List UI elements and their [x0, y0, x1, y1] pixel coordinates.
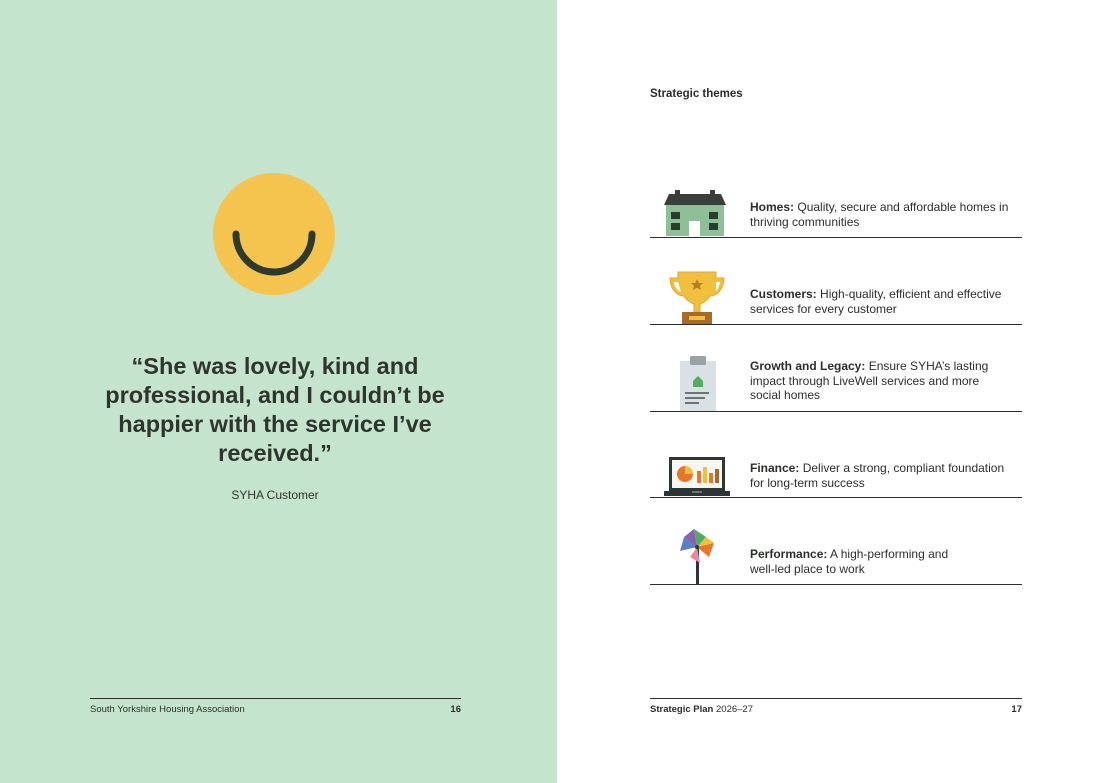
customer-quote: “She was lovely, kind and professional, and I couldn’t be happier with the service I’ve received.” [105, 353, 445, 466]
theme-customers-description: High-quality, efficient and effective services for every customer [750, 287, 1002, 316]
theme-finance-label: Finance: [750, 461, 800, 475]
footer-divider [90, 698, 461, 699]
theme-growth-legacy-label: Growth and Legacy: [750, 359, 866, 373]
left-page [0, 0, 557, 783]
trophy-icon [664, 270, 730, 326]
theme-finance-description: Deliver a strong, compliant foundation for long-term success [750, 461, 1005, 490]
page-number: 16 [450, 704, 461, 715]
footer-organisation: South Yorkshire Housing Association [90, 704, 245, 715]
smiley-face-icon [212, 172, 336, 296]
theme-finance-text [750, 461, 1010, 490]
footer-divider [650, 698, 1022, 699]
theme-performance-description: A high-performing and well-led place to work [750, 547, 949, 576]
theme-divider [650, 411, 1022, 412]
footer-doc-title [650, 704, 753, 715]
page-number: 17 [1011, 704, 1022, 715]
theme-growth-legacy-description: Ensure SYHA’s lasting impact through LiveWell services and more social homes [750, 359, 989, 402]
theme-customers-label: Customers: [750, 287, 817, 301]
quote-attribution: SYHA Customer [231, 488, 319, 502]
theme-divider [650, 584, 1022, 585]
theme-customers-text [750, 287, 1010, 316]
footer-doc-year: 2026–27 [716, 704, 753, 715]
theme-homes-label: Homes: [750, 200, 795, 214]
house-icon [664, 190, 730, 238]
theme-growth-legacy-text [750, 359, 1010, 403]
theme-homes-text [750, 200, 1010, 229]
pinwheel-icon [664, 527, 730, 585]
theme-divider [650, 237, 1022, 238]
theme-performance-label: Performance: [750, 547, 828, 561]
theme-divider [650, 497, 1022, 498]
right-page [557, 0, 1115, 783]
section-title: Strategic themes [650, 88, 743, 100]
laptop-chart-icon [664, 456, 730, 500]
theme-divider [650, 324, 1022, 325]
theme-performance-text [750, 547, 950, 576]
footer-doc-name: Strategic Plan [650, 704, 714, 715]
theme-homes-description: Quality, secure and affordable homes in thriving communities [750, 200, 1009, 229]
clipboard-icon [664, 355, 730, 411]
